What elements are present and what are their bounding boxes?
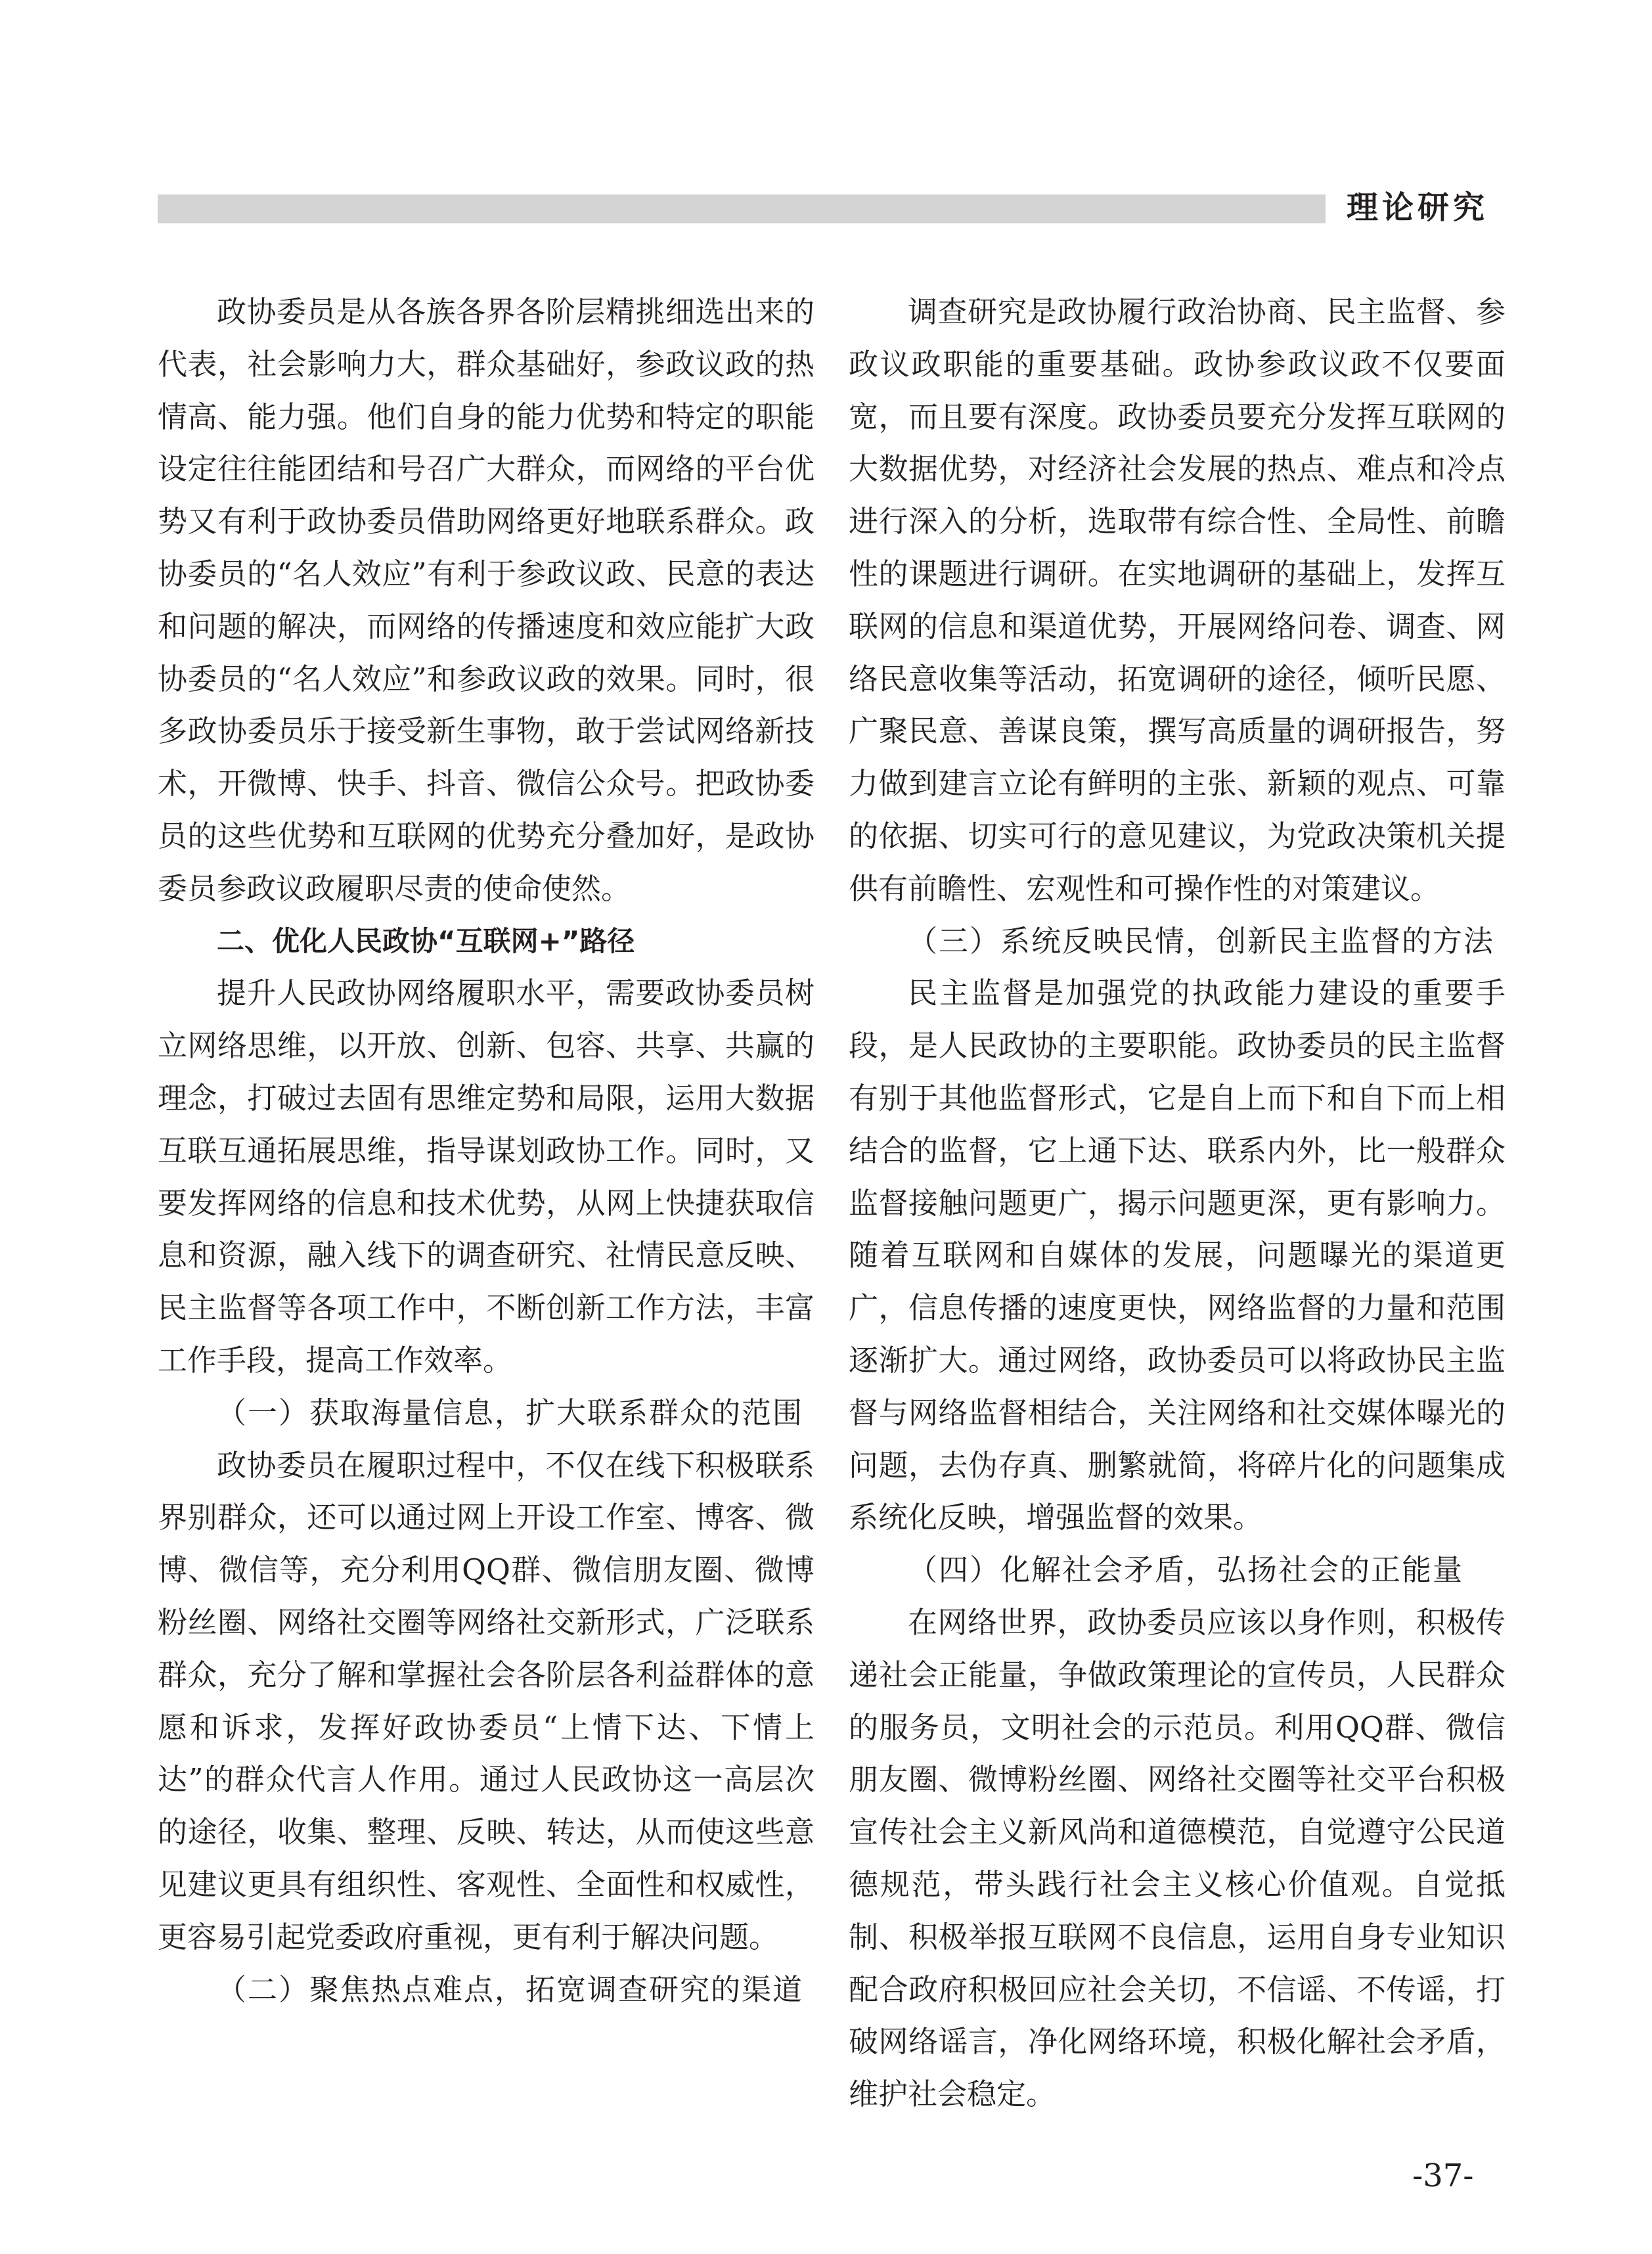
subsection-heading: （二）聚焦热点难点，拓宽调查研究的渠道 — [217, 1972, 804, 2007]
subsection-heading: （四）化解社会矛盾，弘扬社会的正能量 — [908, 1552, 1464, 1588]
left-column — [158, 286, 815, 2016]
paragraph: 政协委员是从各族各界各阶层精挑细选出来的代表，社会影响力大，群众基础好，参政议政的热情高、能力强。他们自身的能力优势和特定的职能设定往往能团结和号召广大群众，而网络的平台优势又有利于政协委员借助网络更好地联系群众。政协委员的“名人效应”有利于参政议政、民意的表达和问题的解决，而网络的传播速度和效应能扩大政协委员的“名人效应”和参政议政的效果。同时，很多政协委员乐于接受新生事物，敢于尝试网络新技术，开微博、快手、抖音、微信公众号。把政协委员的这些优势和互联网的优势充分叠加好，是政协委员参政议政履职尽责的使命使然。 — [158, 294, 815, 906]
paragraph: 民主监督是加强党的执政能力建设的重要手段，是人民政协的主要职能。政协委员的民主监督有别于其他监督形式，它是自上而下和自下而上相结合的监督，它上通下达、联系内外，比一般群众监督接触问题更广，揭示问题更深，更有影响力。随着互联网和自媒体的发展，问题曝光的渠道更广，信息传播的速度更快，网络监督的力量和范围逐渐扩大。通过网络，政协委员可以将政协民主监督与网络监督相结合，关注网络和社交媒体曝光的问题，去伪存真、删繁就简，将碎片化的问题集成系统化反映，增强监督的效果。 — [849, 976, 1506, 1535]
header-bar — [158, 194, 1326, 223]
section-label: 理论研究 — [1347, 189, 1489, 226]
section-heading: 二、优化人民政协“互联网+”路径 — [217, 924, 635, 957]
paragraph: 在网络世界，政协委员应该以身作则，积极传递社会正能量，争做政策理论的宣传员，人民群众的服务员，文明社会的示范员。利用QQ群、微信朋友圈、微博粉丝圈、网络社交圈等社交平台积极宣传社会主义新风尚和道德模范，自觉遵守公民道德规范，带头践行社会主义核心价值观。自觉抵制、积极举报互联网不良信息，运用自身专业知识配合政府积极回应社会关切，不信谣、不传谣，打破网络谣言，净化网络环境，积极化解社会矛盾，维护社会稳定。 — [849, 1604, 1506, 2112]
paragraph: 提升人民政协网络履职水平，需要政协委员树立网络思维，以开放、创新、包容、共享、共赢的理念，打破过去固有思维定势和局限，运用大数据互联互通拓展思维，指导谋划政协工作。同时，又要发挥网络的信息和技术优势，从网上快捷获取信息和资源，融入线下的调查研究、社情民意反映、民主监督等各项工作中，不断创新工作方法，丰富工作手段，提高工作效率。 — [158, 976, 815, 1378]
paragraph: 调查研究是政协履行政治协商、民主监督、参政议政职能的重要基础。政协参政议政不仅要面宽，而且要有深度。政协委员要充分发挥互联网的大数据优势，对经济社会发展的热点、难点和冷点进行深入的分析，选取带有综合性、全局性、前瞻性的课题进行调研。在实地调研的基础上，发挥互联网的信息和渠道优势，开展网络问卷、调查、网络民意收集等活动，拓宽调研的途径，倾听民愿、广聚民意、善谋良策，撰写高质量的调研报告，努力做到建言立论有鲜明的主张、新颖的观点、可靠的依据、切实可行的意见建议，为党政决策机关提供有前瞻性、宏观性和可操作性的对策建议。 — [849, 294, 1506, 906]
paragraph: 政协委员在履职过程中，不仅在线下积极联系界别群众，还可以通过网上开设工作室、博客、微博、微信等，充分利用QQ群、微信朋友圈、微博粉丝圈、网络社交圈等网络社交新形式，广泛联系群众，充分了解和掌握社会各阶层各利益群体的意愿和诉求，发挥好政协委员“上情下达、下情上达”的群众代言人作用。通过人民政协这一高层次的途径，收集、整理、反映、转达，从而使这些意见建议更具有组织性、客观性、全面性和权威性，更容易引起党委政府重视，更有利于解决问题。 — [158, 1447, 815, 1954]
subsection-heading: （一）获取海量信息，扩大联系群众的范围 — [217, 1395, 804, 1430]
right-column — [849, 286, 1506, 2121]
page-number: -37- — [1412, 2157, 1474, 2194]
subsection-heading: （三）系统反映民情，创新民主监督的方法 — [908, 923, 1495, 958]
